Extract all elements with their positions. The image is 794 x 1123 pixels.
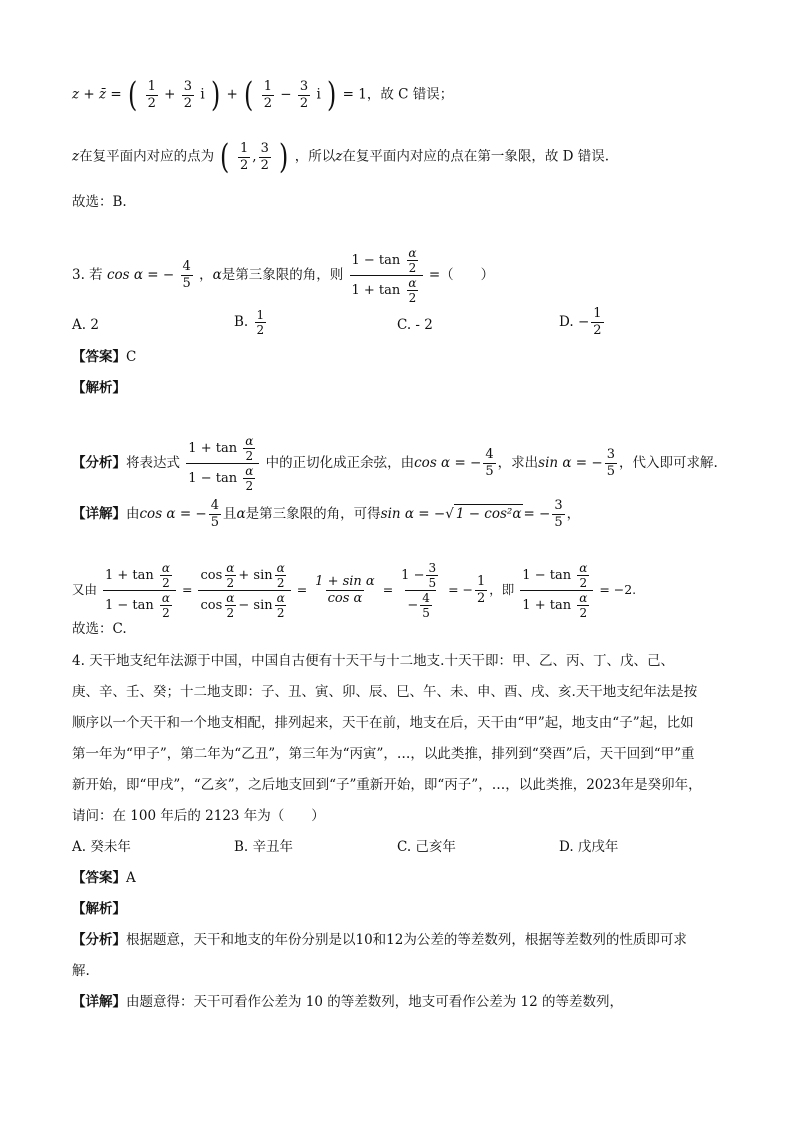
line-z-sum (72, 75, 722, 115)
xiangjie-4: 【详解】由题意得：天干可看作公差为 10 的等差数列，地支可看作公差为 12 的等差数列， (72, 994, 624, 1010)
fenxi-4-cont: 解. (72, 963, 90, 979)
text: ，所以 (294, 148, 336, 165)
fenxi-3: 【分析】将表达式 1 + tan $\frac{\alpha}{2}$ 1 − tan $\frac{\alpha}{2}$ 中的正切化成正余弦，由cos α = − $\frac{4}{5}$ ，求出sin α = − $\frac{3}{5}$ ，代入即可求解. (72, 434, 718, 493)
fraction: $\frac{\text{1 + sin α}}{\text{cos α}}$ (315, 574, 375, 606)
options-q3 (72, 306, 722, 342)
imaginary-unit: i (200, 86, 205, 103)
option-b[interactable]: B. $\frac{1}{2}$ (234, 308, 265, 337)
tan-fraction: 1 + tan $\frac{\alpha}{2}$ 1 − tan $\frac{\alpha}{2}$ (186, 434, 259, 493)
fraction: $\frac{3}{2}$ (260, 140, 269, 173)
cos-sin-fraction: cos $\frac{\alpha}{2}$ + sin $\frac{\alpha}{2}$ cos $\frac{\alpha}{2}$ − sin $\frac{\alpha}{2}$ (198, 561, 290, 620)
tan-fraction: 1 − tan $\frac{\alpha}{2}$ 1 + tan $\frac{\alpha}{2}$ (350, 246, 423, 305)
comma: ， (199, 267, 213, 283)
blank-paren: =（ ） (428, 267, 495, 283)
fraction: $\frac{1}{2}$ (147, 78, 156, 111)
option-c[interactable]: C. - 2 (397, 317, 433, 333)
var-z: z (335, 148, 343, 165)
answer-4: 【答案】A (72, 870, 136, 886)
expr-start: z + z̄ = (72, 86, 122, 103)
left-paren: ( (128, 75, 138, 115)
var-z: z (72, 148, 80, 165)
nested-fraction: 1 − $\frac{3}{5}$ − $\frac{4}{5}$ (401, 561, 437, 620)
option-d[interactable]: D. − $\frac{1}{2}$ (559, 306, 602, 338)
left-paren: ( (244, 75, 254, 115)
imaginary-unit: i (316, 86, 321, 103)
minus-sign: − (280, 86, 292, 103)
question-4-line-3: 顺序以一个天干和一个地支相配，排列起来，天干在前，地支在后，天干由“甲”起，地支由“子”起，比如 (72, 715, 694, 731)
right-paren: ) (210, 75, 221, 115)
line-end-text: = 1，故 C 错误； (342, 86, 454, 103)
fraction: $\frac{1}{2}$ (239, 140, 249, 173)
choose-b: 故选：B. (72, 194, 127, 210)
text: 在复平面内对应的点为 (79, 148, 215, 165)
answer-3: 【答案】C (72, 349, 137, 365)
tan-fraction: 1 − tan $\frac{\alpha}{2}$ 1 + tan $\frac{\alpha}{2}$ (520, 561, 593, 620)
options-q4 (72, 838, 722, 858)
text: 在复平面内对应的点在第一象限，故 D 错误. (342, 148, 610, 165)
question-4-line-5: 新开始，即“甲戌”，“乙亥”，之后地支回到“子”重新开始，即“丙子”，…，以此类推，2023年是癸卯年， (72, 777, 702, 793)
option-a[interactable]: A. 2 (72, 317, 99, 333)
option-a[interactable]: A. 癸未年 (72, 839, 131, 855)
line-z-point (72, 137, 722, 177)
comma: , (252, 148, 257, 165)
var-alpha: α (212, 267, 222, 283)
fraction: $\frac{3}{2}$ (299, 78, 309, 111)
option-d[interactable]: D. 戊戌年 (559, 839, 619, 855)
text: 是第三象限的角，则 (221, 267, 344, 283)
question-3 (72, 246, 722, 305)
left-paren: ( (220, 137, 230, 177)
right-paren: ) (279, 137, 289, 177)
question-4-line-1: 4. 天干地支纪年法源于中国，中国自古便有十天干与十二地支.十天干即：甲、乙、丙、丁、戊、己、 (72, 653, 674, 669)
question-4-line-6: 请问：在 100 年后的 2123 年为（ ） (72, 808, 325, 824)
fraction: $\frac{1}{2}$ (263, 78, 272, 111)
fraction: $\frac{3}{2}$ (183, 78, 193, 111)
analysis-3: 【解析】 (72, 380, 126, 396)
derivation-3: 又由 1 + tan $\frac{\alpha}{2}$ 1 − tan $\frac{\alpha}{2}$ = cos $\frac{\alpha}{2}$ + sin $\frac{\alpha}{2}$ cos $\frac{\alpha}{2}$ − sin $\frac{\alpha}{2}$ = $\frac{\text{1 + sin α}}{\text{cos α}}$ = 1 − $\frac{3}{5}$ − $\frac{4}{5}$ = − $\frac{1}{2}$ ，即 1 − tan $\frac{\alpha}{2}$ 1 + tan $\frac{\alpha}{2}$ = −2. (72, 561, 637, 620)
math-expr: cos α = − (106, 267, 175, 283)
analysis-4: 【解析】 (72, 901, 126, 917)
question-number: 3. 若 (72, 267, 103, 283)
plus-sign: + (164, 86, 176, 103)
choose-c: 故选：C. (72, 621, 127, 637)
tan-fraction: 1 + tan $\frac{\alpha}{2}$ 1 − tan $\frac{\alpha}{2}$ (103, 561, 176, 620)
plus-sign: + (226, 86, 238, 103)
fraction: $\frac{4}{5}$ (182, 259, 191, 291)
option-c[interactable]: C. 己亥年 (397, 839, 456, 855)
question-4-line-2: 庚、辛、壬、癸；十二地支即：子、丑、寅、卯、辰、巳、午、未、申、酉、戌、亥.天干地支纪年法是按 (72, 684, 698, 700)
xiangjie-3: 【详解】由cos α = − $\frac{4}{5}$ 且α是第三象限的角，可得sin α = −√ 1 − cos²α = − $\frac{3}{5}$ ， (72, 498, 581, 530)
question-4-line-4: 第一年为“甲子”，第二年为“乙丑”，第三年为“丙寅”，…，以此类推，排列到“癸酉”后，天干回到“甲”重 (72, 746, 695, 762)
right-paren: ) (327, 75, 337, 115)
option-b[interactable]: B. 辛丑年 (234, 839, 294, 855)
fenxi-4: 【分析】根据题意，天干和地支的年份分别是以10和12为公差的等差数列，根据等差数列的性质即可求 (72, 932, 687, 948)
